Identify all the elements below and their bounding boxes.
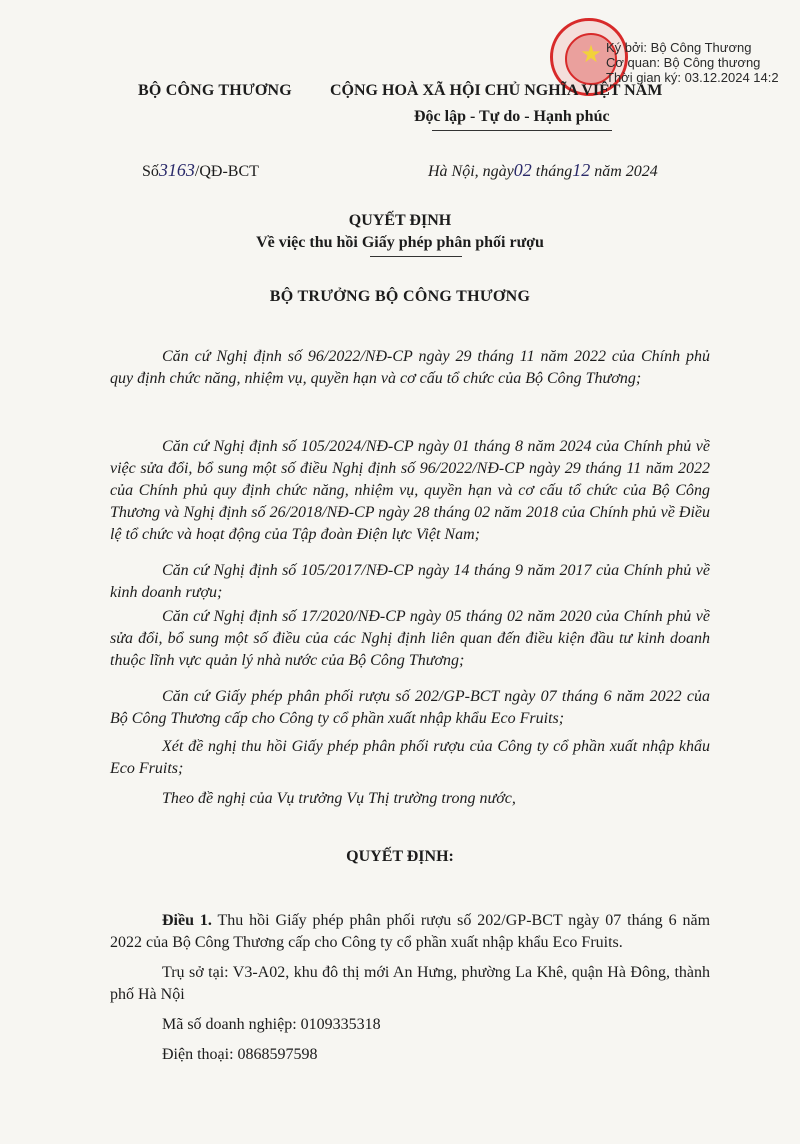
signature-time: Thời gian ký: 03.12.2024 14:2 <box>606 70 779 85</box>
company-address: Trụ sở tại: V3-A02, khu đô thị mới An Hưng, phường La Khê, quận Hà Đông, thành phố Hà Nội <box>110 964 710 1003</box>
legal-basis: Căn cứ Nghị định số 105/2017/NĐ-CP ngày 14 tháng 9 năm 2017 của Chính phủ về kinh doanh rượu; <box>110 562 710 601</box>
date-month: 12 <box>572 160 591 180</box>
motto-underline <box>432 130 612 131</box>
decision-heading: QUYẾT ĐỊNH: <box>346 848 454 865</box>
document-date <box>428 160 658 181</box>
republic-heading: CỘNG HOÀ XÃ HỘI CHỦ NGHĨA VIỆT NAM <box>330 82 663 99</box>
issuing-authority: BỘ TRƯỞNG BỘ CÔNG THƯƠNG <box>269 288 531 305</box>
document-type: QUYẾT ĐỊNH <box>348 212 452 229</box>
date-day: 02 <box>513 160 532 180</box>
company-phone: Điện thoại: 0868597598 <box>162 1046 318 1063</box>
issuing-ministry: BỘ CÔNG THƯƠNG <box>138 82 292 99</box>
legal-basis: Theo đề nghị của Vụ trưởng Vụ Thị trường trong nước, <box>162 790 516 807</box>
legal-basis: Căn cứ Nghị định số 105/2024/NĐ-CP ngày 01 tháng 8 năm 2024 của Chính phủ về việc sửa đổi, bổ sung một số điều Nghị định số 96/2022/NĐ-CP ngày 29 tháng 11 năm 2022 của Chính phủ quy định chức năng, nhiệm vụ, quyền hạn và cơ cấu tổ chức của Bộ Công Thương và Nghị định số 26/2018/NĐ-CP ngày 28 tháng 02 năm 2018 của Chính phủ về Điều lệ tổ chức và hoạt động của Tập đoàn Điện lực Việt Nam; <box>110 438 710 543</box>
legal-basis: Căn cứ Nghị định số 17/2020/NĐ-CP ngày 05 tháng 02 năm 2020 của Chính phủ về sửa đổi, bổ sung một số điều của các Nghị định liên quan đến điều kiện đầu tư kinh doanh thuộc lĩnh vực quản lý nhà nước của Bộ Công Thương; <box>110 608 710 669</box>
article-1-label: Điều 1. <box>162 912 212 929</box>
digital-signature-info <box>606 40 800 85</box>
doc-number-suffix: /QĐ-BCT <box>194 163 259 180</box>
legal-basis: Căn cứ Nghị định số 96/2022/NĐ-CP ngày 29 tháng 11 năm 2022 của Chính phủ quy định chức năng, nhiệm vụ, quyền hạn và cơ cấu tổ chức của Bộ Công Thương; <box>110 348 710 387</box>
company-tax-code: Mã số doanh nghiệp: 0109335318 <box>162 1016 381 1033</box>
article-1 <box>110 910 710 954</box>
signature-agency: Cơ quan: Bộ Công thương <box>606 55 761 70</box>
date-prefix: Hà Nội, ngày <box>428 163 514 180</box>
document-subject: Về việc thu hồi Giấy phép phân phối rượu <box>256 234 544 251</box>
document-number <box>142 160 259 181</box>
ministry-seal-icon: ★ <box>550 18 628 96</box>
doc-number-value: 3163 <box>158 160 195 180</box>
date-month-label: tháng <box>535 163 573 180</box>
doc-number-prefix: Số <box>142 163 159 180</box>
subject-underline <box>370 256 462 257</box>
legal-basis: Xét đề nghị thu hồi Giấy phép phân phối rượu của Công ty cổ phần xuất nhập khẩu Eco Fruits; <box>110 738 710 777</box>
signature-signed-by: Ký bởi: Bộ Công Thương <box>606 40 752 55</box>
national-motto: Độc lập - Tự do - Hạnh phúc <box>414 108 610 125</box>
article-1-text: Thu hồi Giấy phép phân phối rượu số 202/GP-BCT ngày 07 tháng 6 năm 2022 của Bộ Công Thương cấp cho Công ty cổ phần xuất nhập khẩu Eco Fruits. <box>110 912 711 951</box>
legal-basis: Căn cứ Giấy phép phân phối rượu số 202/GP-BCT ngày 07 tháng 6 năm 2022 của Bộ Công Thương cấp cho Công ty cổ phần xuất nhập khẩu Eco Fruits; <box>110 688 710 727</box>
date-year: năm 2024 <box>594 163 658 180</box>
